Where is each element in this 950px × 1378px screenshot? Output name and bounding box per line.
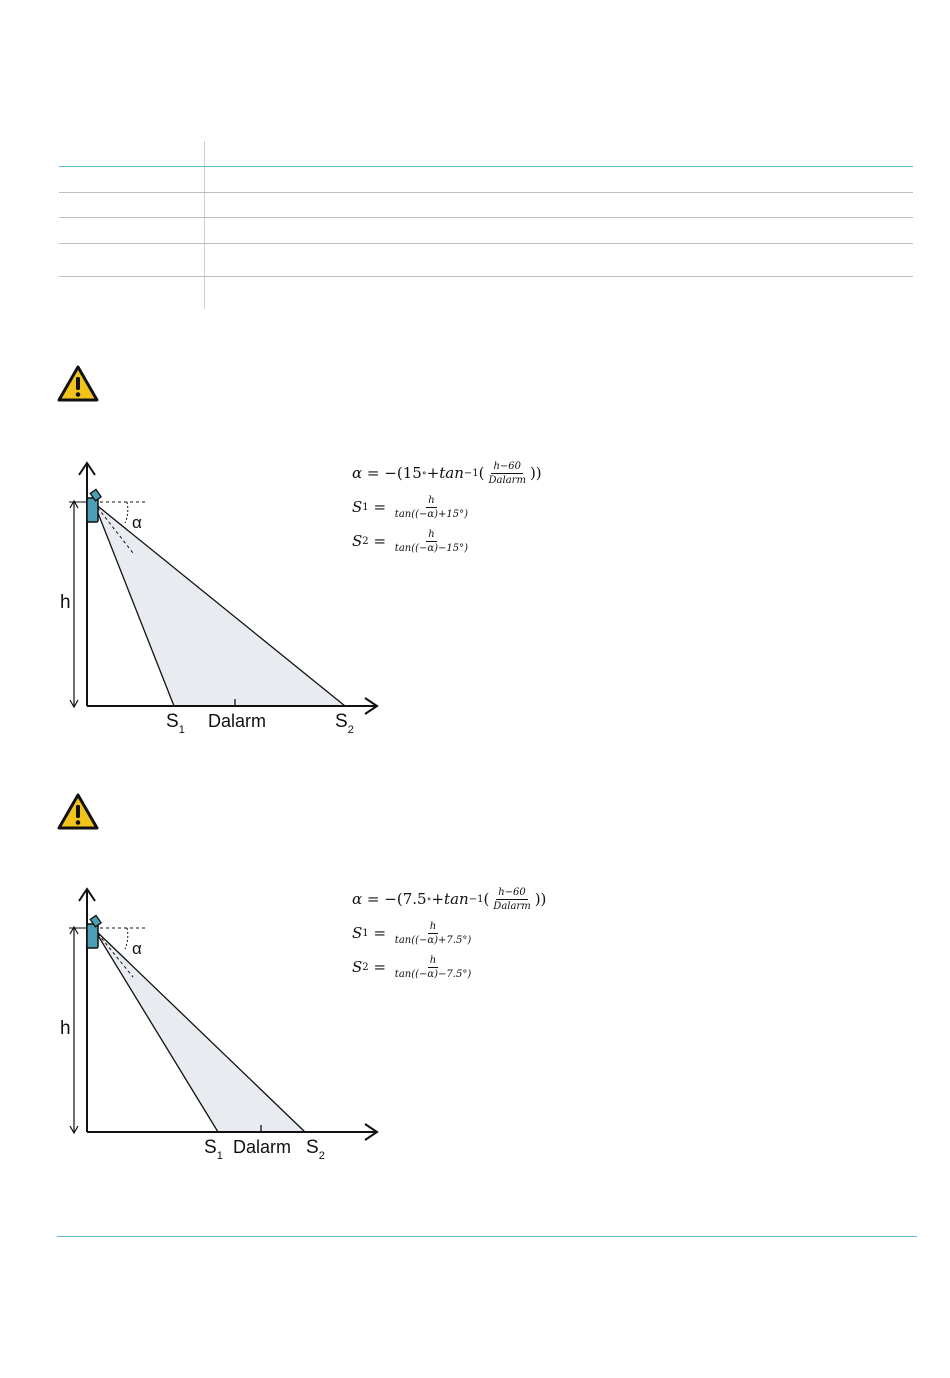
table-row-rule bbox=[59, 192, 913, 193]
footer-rule bbox=[57, 1236, 917, 1237]
h-label: h bbox=[60, 1018, 71, 1039]
table-header-rule bbox=[59, 166, 913, 167]
s1-formula: S 1 = $\frac{h}{\tan((-\alpha)+7.5^\circ)}$ bbox=[352, 920, 472, 946]
dalarm-label: Dalarm bbox=[233, 1137, 292, 1157]
warning-triangle-icon bbox=[57, 793, 99, 831]
formulas-15 bbox=[352, 456, 542, 558]
alpha-arc bbox=[125, 502, 128, 523]
sensor-icon bbox=[87, 915, 101, 948]
alpha-label: α bbox=[132, 513, 142, 532]
alpha-label: α bbox=[132, 939, 142, 958]
s2-formula: S 2 = $\frac{h}{\tan((-\alpha)-15^\circ)}$ bbox=[352, 528, 469, 554]
h-label: h bbox=[60, 592, 71, 613]
dalarm-label: Dalarm bbox=[208, 711, 267, 731]
alpha-formula: α = −(7.5 ∘ + tan −1 ( $\frac{h-60}{\text{Dalarm}}$ )) bbox=[352, 886, 547, 912]
s1-formula: S 1 = $\frac{h}{\tan((-\alpha)+15^\circ)}$ bbox=[352, 494, 469, 520]
s2-label: $S_2$ bbox=[306, 1137, 325, 1162]
beam-diagram-7-5 bbox=[55, 881, 390, 1171]
table-row-rule bbox=[59, 276, 913, 277]
s1-label: $S_1$ bbox=[204, 1137, 223, 1162]
table-row-rule bbox=[59, 243, 913, 244]
warning-triangle-icon bbox=[57, 365, 99, 403]
s1-label: $S_1$ bbox=[166, 711, 185, 736]
s2-formula: S 2 = $\frac{h}{\tan((-\alpha)-7.5^\circ)}$ bbox=[352, 954, 472, 980]
s2-label: $S_2$ bbox=[335, 711, 354, 736]
formulas-7-5 bbox=[352, 882, 546, 984]
alpha-arc bbox=[125, 928, 128, 949]
alpha-formula: α = −(15 ∘ + tan −1 ( $\frac{h-60}{\text{Dalarm}}$ )) bbox=[352, 460, 542, 486]
table-row-rule bbox=[59, 217, 913, 218]
beam-diagram-15 bbox=[55, 455, 390, 745]
